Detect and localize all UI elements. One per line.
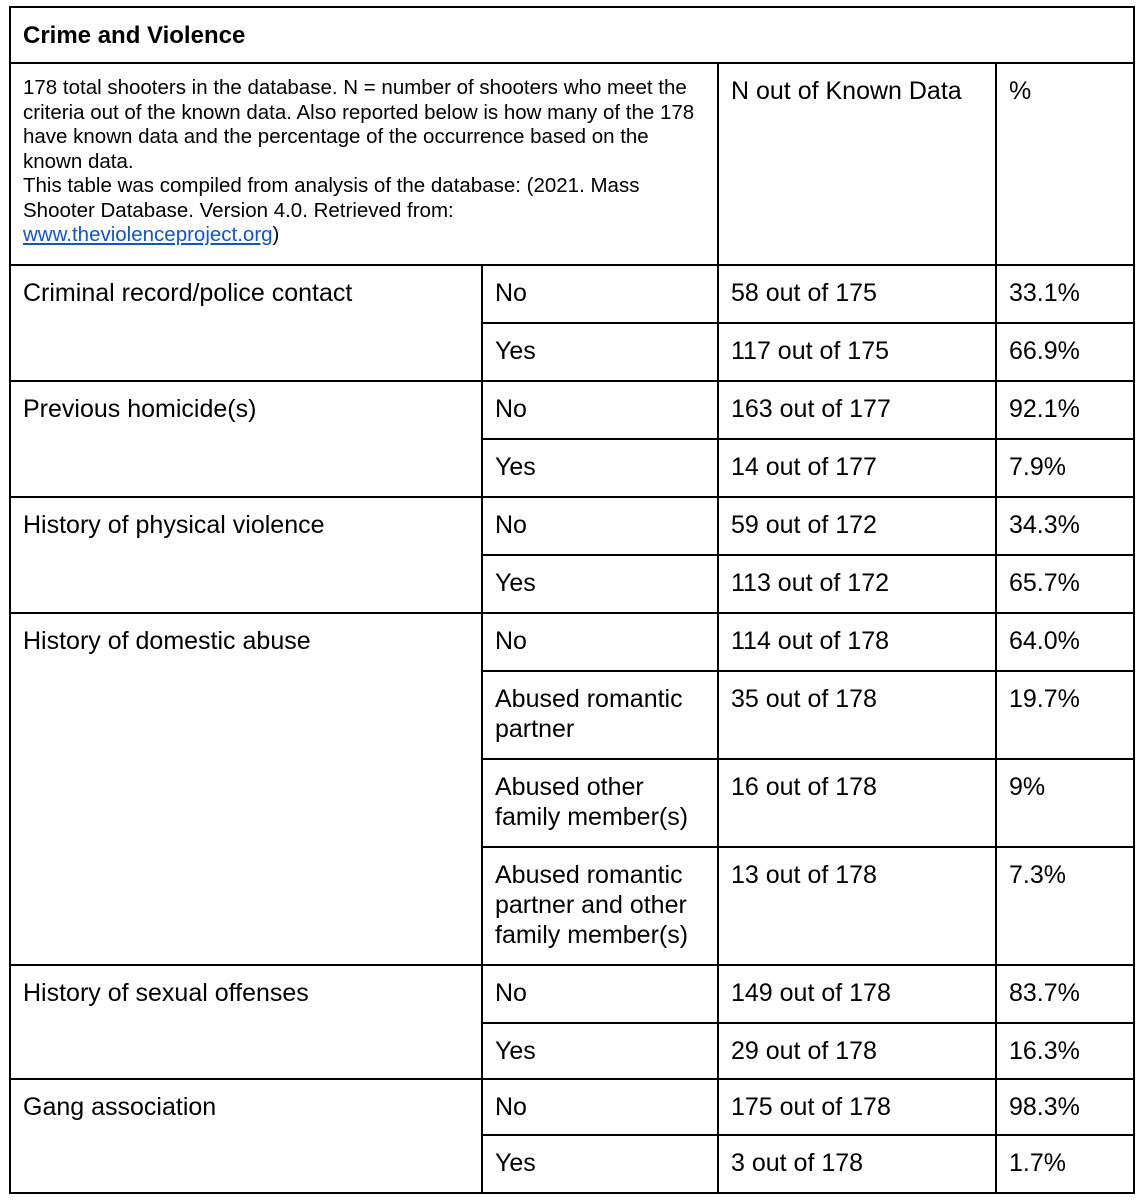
option-cell: No <box>482 613 718 671</box>
pct-cell: 98.3% <box>996 1079 1134 1135</box>
n-cell: 114 out of 178 <box>718 613 996 671</box>
option-cell: No <box>482 497 718 555</box>
n-cell: 13 out of 178 <box>718 847 996 965</box>
category-label: History of physical violence <box>10 497 482 613</box>
source-link[interactable]: www.theviolenceproject.org <box>23 223 273 246</box>
pct-cell: 64.0% <box>996 613 1134 671</box>
n-cell: 113 out of 172 <box>718 555 996 613</box>
category-label: Criminal record/police contact <box>10 265 482 381</box>
category-label: History of sexual offenses <box>10 965 482 1079</box>
crime-violence-table <box>9 6 1135 1194</box>
header-n-known: N out of Known Data <box>718 63 996 265</box>
pct-cell: 92.1% <box>996 381 1134 439</box>
pct-cell: 1.7% <box>996 1135 1134 1193</box>
option-cell: Yes <box>482 555 718 613</box>
n-cell: 35 out of 178 <box>718 671 996 759</box>
pct-cell: 33.1% <box>996 265 1134 323</box>
pct-cell: 66.9% <box>996 323 1134 381</box>
option-cell: Abused other family member(s) <box>482 759 718 847</box>
option-cell: Yes <box>482 439 718 497</box>
n-cell: 175 out of 178 <box>718 1079 996 1135</box>
option-cell: Abused romantic partner and other family member(s) <box>482 847 718 965</box>
n-cell: 29 out of 178 <box>718 1023 996 1079</box>
pct-cell: 7.9% <box>996 439 1134 497</box>
option-cell: No <box>482 965 718 1023</box>
category-label: Previous homicide(s) <box>10 381 482 497</box>
pct-cell: 83.7% <box>996 965 1134 1023</box>
option-cell: No <box>482 265 718 323</box>
pct-cell: 9% <box>996 759 1134 847</box>
n-cell: 16 out of 178 <box>718 759 996 847</box>
pct-cell: 16.3% <box>996 1023 1134 1079</box>
description-close: ) <box>272 223 280 246</box>
header-percent: % <box>996 63 1134 265</box>
option-cell: Abused romantic partner <box>482 671 718 759</box>
pct-cell: 19.7% <box>996 671 1134 759</box>
pct-cell: 34.3% <box>996 497 1134 555</box>
description-source: This table was compiled from analysis of the database: (2021. Mass Shooter Database. Version 4.0. Retrieved from: <box>23 174 640 222</box>
table-title: Crime and Violence <box>10 7 1134 63</box>
n-cell: 149 out of 178 <box>718 965 996 1023</box>
n-cell: 58 out of 175 <box>718 265 996 323</box>
category-label: Gang association <box>10 1079 482 1193</box>
option-cell: No <box>482 381 718 439</box>
table-description <box>10 63 718 265</box>
n-cell: 14 out of 177 <box>718 439 996 497</box>
description-text: 178 total shooters in the database. N = number of shooters who meet the criteria out of the known data. Also reported below is how many of the 178 have known data and the percentage of the occurrence based on the known data. <box>23 76 695 173</box>
option-cell: Yes <box>482 1135 718 1193</box>
n-cell: 163 out of 177 <box>718 381 996 439</box>
option-cell: Yes <box>482 1023 718 1079</box>
category-label: History of domestic abuse <box>10 613 482 965</box>
pct-cell: 65.7% <box>996 555 1134 613</box>
pct-cell: 7.3% <box>996 847 1134 965</box>
n-cell: 59 out of 172 <box>718 497 996 555</box>
n-cell: 117 out of 175 <box>718 323 996 381</box>
option-cell: No <box>482 1079 718 1135</box>
n-cell: 3 out of 178 <box>718 1135 996 1193</box>
option-cell: Yes <box>482 323 718 381</box>
